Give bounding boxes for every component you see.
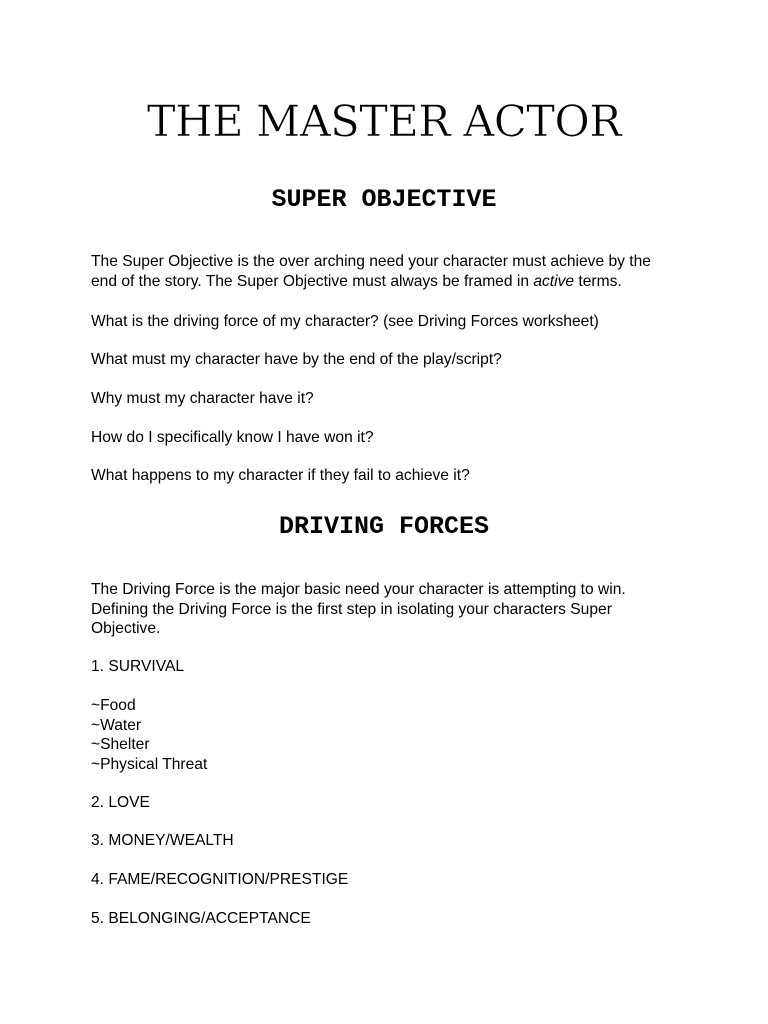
subitem-water: ~Water [91,716,142,734]
question-must-have: What must my character have by the end of the play/script? [91,351,502,368]
list-item-love: 2. LOVE [91,794,150,811]
list-item-survival: 1. SURVIVAL [91,658,185,675]
super-objective-intro [91,252,691,291]
question-driving-force: What is the driving force of my character? (see Driving Forces worksheet) [91,313,599,330]
super-objective-heading: SUPER OBJECTIVE [271,185,497,214]
list-item-fame: 4. FAME/RECOGNITION/PRESTIGE [91,871,349,888]
driving-forces-intro [91,580,691,639]
active-italic: active [533,272,575,290]
question-why: Why must my character have it? [91,390,314,407]
survival-subitems [91,696,691,774]
subitem-food: ~Food [91,697,136,714]
intro-line-2-after: terms. [574,272,622,290]
list-item-money: 3. MONEY/WEALTH [91,832,234,849]
question-fail: What happens to my character if they fail to achieve it? [91,467,470,484]
df-intro-line-2: Defining the Driving Force is the first step in isolating your characters Super [91,600,612,618]
intro-line-2 [91,272,691,292]
intro-line-1: The Super Objective is the over arching need your character must achieve by the [91,253,651,270]
list-item-belonging: 5. BELONGING/ACCEPTANCE [91,910,311,927]
question-how-know: How do I specifically know I have won it? [91,429,374,446]
subitem-physical-threat: ~Physical Threat [91,755,208,773]
driving-forces-heading: DRIVING FORCES [278,512,490,541]
df-intro-line-3: Objective. [91,620,161,637]
intro-line-2-before: end of the story. The Super Objective must always be framed in [91,272,534,290]
subitem-shelter: ~Shelter [91,736,150,753]
document-title: THE MASTER ACTOR [146,97,622,147]
df-intro-line-1: The Driving Force is the major basic need your character is attempting to win. [91,581,626,598]
